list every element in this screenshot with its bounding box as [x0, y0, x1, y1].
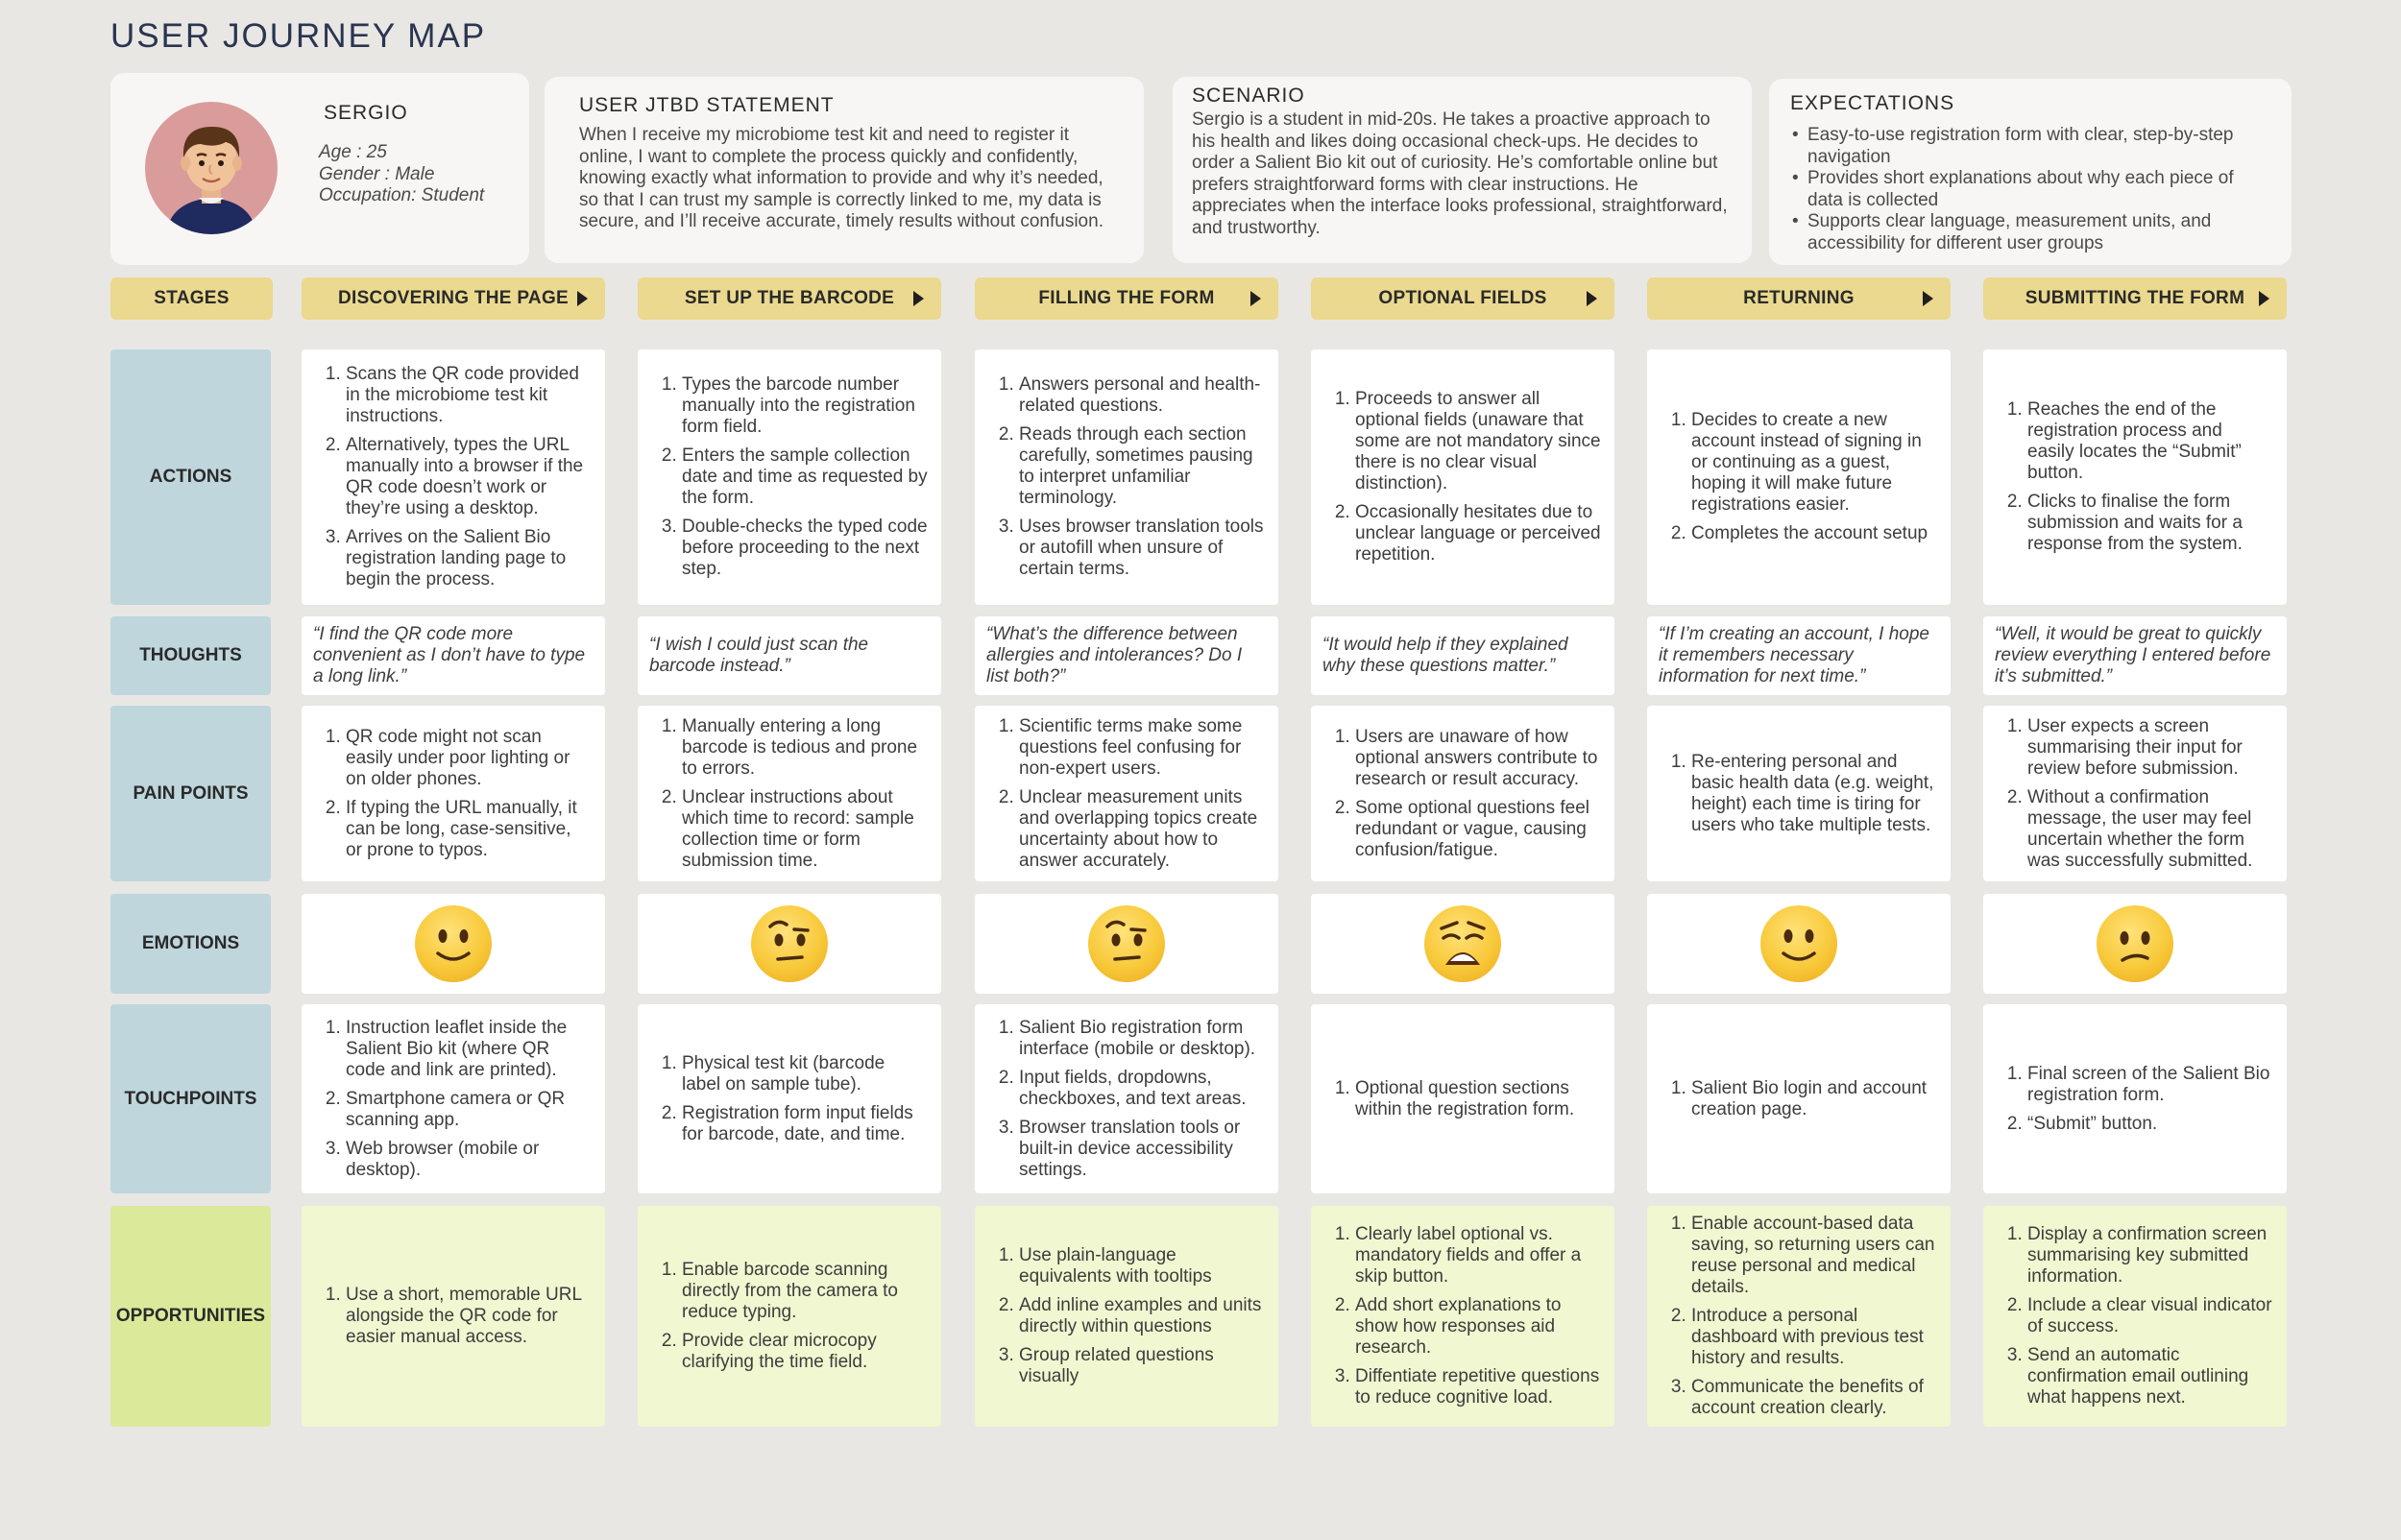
list-item: 1. Final screen of the Salient Bio registration form. — [2027, 1064, 2273, 1106]
list-item: 1. Users are unaware of how optional answers contribute to research or result accuracy. — [1355, 727, 1601, 790]
play-arrow-icon — [2259, 291, 2269, 306]
list-item: 2. Smartphone camera or QR scanning app. — [346, 1089, 592, 1131]
pain-points-list — [986, 716, 1265, 872]
stage-name: DISCOVERING THE PAGE — [337, 288, 569, 308]
touchpoints-list — [1659, 1078, 1937, 1120]
persona-gender: Gender : Male — [319, 163, 435, 184]
cell-emotions — [975, 894, 1278, 994]
pain-points-list — [313, 727, 592, 861]
list-item: 2. Completes the account setup — [1691, 523, 1937, 544]
list-item: 1. Display a confirmation screen summarising key submitted information. — [2027, 1224, 2273, 1287]
list-item: 2. Alternatively, types the URL manually into a browser if the QR code doesn’t work or they’re using a desktop. — [346, 435, 592, 519]
pain-points-list — [1322, 727, 1601, 861]
cell-opportunities — [975, 1206, 1278, 1427]
cell-actions — [1647, 349, 1951, 605]
cell-actions — [638, 349, 941, 605]
play-arrow-icon — [577, 291, 588, 306]
row-label-emotions: EMOTIONS — [110, 894, 271, 994]
list-item: 1. Scientific terms make some questions feel confusing for non-expert users. — [1019, 716, 1265, 780]
stage-header — [1647, 277, 1951, 320]
cell-thoughts — [1311, 616, 1614, 695]
pain-points-list — [1995, 716, 2273, 872]
touchpoints-list — [1322, 1078, 1601, 1120]
list-item: 3. Arrives on the Salient Bio registration landing page to begin the process. — [346, 527, 592, 590]
cell-actions — [1311, 349, 1614, 605]
row-label-actions: ACTIONS — [110, 349, 271, 605]
list-item: 1. Optional question sections within the registration form. — [1355, 1078, 1601, 1120]
avatar — [145, 102, 278, 234]
opportunities-list — [986, 1245, 1265, 1387]
cell-actions — [975, 349, 1278, 605]
list-item: 1. Salient Bio login and account creation page. — [1691, 1078, 1937, 1120]
cell-touchpoints — [1647, 1004, 1951, 1193]
expectation-item: • Provides short explanations about why each piece of data is collected — [1807, 168, 2270, 211]
stage-header — [638, 277, 941, 320]
scenario-heading: SCENARIO — [1192, 84, 1305, 107]
row-label-opportunities: OPPORTUNITIES — [110, 1206, 271, 1427]
list-item: 1. QR code might not scan easily under poor lighting or on older phones. — [346, 727, 592, 790]
list-item: 3. Uses browser translation tools or autofill when unsure of certain terms. — [1019, 517, 1265, 580]
page-title: USER JOURNEY MAP — [110, 17, 487, 55]
stage-header — [975, 277, 1278, 320]
opportunities-list — [1995, 1224, 2273, 1408]
cell-pain-points — [638, 706, 941, 881]
cell-emotions — [638, 894, 941, 994]
list-item: 3. Communicate the benefits of account creation clearly. — [1691, 1377, 1937, 1419]
list-item: 1. Use a short, memorable URL alongside the QR code for easier manual access. — [346, 1285, 592, 1348]
touchpoints-list — [649, 1053, 928, 1145]
pain-points-list — [649, 716, 928, 872]
scenario-text: Sergio is a student in mid-20s. He takes a proactive approach to his health and likes doing occasional check-ups. He decides to order a Salient Bio kit out of curiosity. He’s comfortable online but prefers straightforward forms with clear instructions. He appreciates when the interface looks professional, straightforward, and trustworthy. — [1192, 109, 1728, 238]
list-item: 1. Decides to create a new account instead of signing in or continuing as a guest, hoping it will make future registrations easier. — [1691, 410, 1937, 516]
list-item: 2. Add short explanations to show how responses aid research. — [1355, 1295, 1601, 1359]
cell-touchpoints — [1311, 1004, 1614, 1193]
cell-touchpoints — [975, 1004, 1278, 1193]
thought-quote: “If I’m creating an account, I hope it remembers necessary information for next time.” — [1659, 624, 1929, 686]
opportunities-list — [649, 1260, 928, 1373]
cell-opportunities — [302, 1206, 605, 1427]
list-item: 3. Web browser (mobile or desktop). — [346, 1139, 592, 1181]
cell-opportunities — [1311, 1206, 1614, 1427]
confused-face-icon — [2097, 905, 2173, 982]
stage-name: SUBMITTING THE FORM — [2025, 288, 2245, 308]
expectation-item: • Supports clear language, measurement units, and accessibility for different user groups — [1807, 211, 2270, 254]
list-item: 2. Unclear measurement units and overlapping topics create uncertainty about how to answer accurately. — [1019, 787, 1265, 872]
list-item: 1. Use plain-language equivalents with tooltips — [1019, 1245, 1265, 1287]
cell-thoughts — [302, 616, 605, 695]
list-item: 2. Clicks to finalise the form submission and waits for a response from the system. — [2027, 492, 2273, 555]
stage-name: FILLING THE FORM — [1038, 288, 1215, 308]
stages-label: STAGES — [110, 277, 273, 320]
list-item: 3. Send an automatic confirmation email outlining what happens next. — [2027, 1345, 2273, 1408]
stage-header — [302, 277, 605, 320]
actions-list — [986, 374, 1265, 580]
actions-list — [1995, 399, 2273, 555]
face-with-raised-eyebrow-icon — [751, 905, 828, 982]
thought-quote: “I find the QR code more convenient as I don’t have to type a long link.” — [313, 624, 586, 686]
slightly-smiling-face-icon — [415, 905, 492, 982]
opportunities-list — [1322, 1224, 1601, 1408]
list-item: 2. If typing the URL manually, it can be long, case-sensitive, or prone to typos. — [346, 798, 592, 861]
thought-quote: “Well, it would be great to quickly review everything I entered before it’s submitted.” — [1995, 624, 2271, 686]
row-label-pain-points: PAIN POINTS — [110, 706, 271, 881]
persona-details — [319, 142, 484, 207]
thought-quote: “What’s the difference between allergies and intolerances? Do I list both?” — [986, 624, 1243, 686]
face-with-raised-eyebrow-icon — [1088, 905, 1165, 982]
play-arrow-icon — [1587, 291, 1597, 306]
list-item: 1. Types the barcode number manually into the registration form field. — [682, 374, 928, 438]
thought-quote: “I wish I could just scan the barcode instead.” — [649, 635, 869, 676]
list-item: 3. Double-checks the typed code before proceeding to the next step. — [682, 517, 928, 580]
cell-pain-points — [1647, 706, 1951, 881]
actions-list — [1659, 410, 1937, 544]
cell-emotions — [1311, 894, 1614, 994]
avatar-illustration-icon — [145, 102, 278, 234]
list-item: 2. Unclear instructions about which time to record: sample collection time or form submission time. — [682, 787, 928, 872]
cell-thoughts — [1983, 616, 2287, 695]
play-arrow-icon — [1923, 291, 1933, 306]
expectations-list — [1790, 125, 2270, 254]
actions-list — [649, 374, 928, 580]
list-item: 3. Diffentiate repetitive questions to reduce cognitive load. — [1355, 1366, 1601, 1408]
list-item: 1. Reaches the end of the registration process and easily locates the “Submit” button. — [2027, 399, 2273, 484]
list-item: 2. Occasionally hesitates due to unclear language or perceived repetition. — [1355, 502, 1601, 565]
cell-actions — [302, 349, 605, 605]
persona-card — [110, 73, 529, 265]
stage-name: SET UP THE BARCODE — [684, 288, 895, 308]
row-label-touchpoints: TOUCHPOINTS — [110, 1004, 271, 1193]
list-item: 1. Instruction leaflet inside the Salient Bio kit (where QR code and link are printed). — [346, 1018, 592, 1081]
list-item: 1. Clearly label optional vs. mandatory fields and offer a skip button. — [1355, 1224, 1601, 1287]
cell-pain-points — [1983, 706, 2287, 881]
list-item: 2. Registration form input fields for barcode, date, and time. — [682, 1103, 928, 1145]
list-item: 3. Group related questions visually — [1019, 1345, 1265, 1387]
cell-thoughts — [975, 616, 1278, 695]
opportunities-list — [313, 1285, 592, 1348]
cell-opportunities — [638, 1206, 941, 1427]
jtbd-heading: USER JTBD STATEMENT — [579, 94, 835, 116]
jtbd-card — [545, 77, 1144, 263]
list-item: 1. Enable barcode scanning directly from the camera to reduce typing. — [682, 1260, 928, 1323]
list-item: 2. Some optional questions feel redundant or vague, causing confusion/fatigue. — [1355, 798, 1601, 861]
touchpoints-list — [986, 1018, 1265, 1181]
row-label-thoughts: THOUGHTS — [110, 616, 271, 695]
list-item: 2. Introduce a personal dashboard with previous test history and results. — [1691, 1306, 1937, 1369]
list-item: 2. Reads through each section carefully, sometimes pausing to interpret unfamiliar terminology. — [1019, 424, 1265, 509]
list-item: 1. Salient Bio registration form interface (mobile or desktop). — [1019, 1018, 1265, 1060]
list-item: 1. User expects a screen summarising their input for review before submission. — [2027, 716, 2273, 780]
cell-touchpoints — [1983, 1004, 2287, 1193]
cell-touchpoints — [638, 1004, 941, 1193]
expectation-item: • Easy-to-use registration form with clear, step-by-step navigation — [1807, 125, 2270, 168]
list-item: 1. Proceeds to answer all optional fields (unaware that some are not mandatory since there is no clear visual distinction). — [1355, 389, 1601, 494]
list-item: 2. Without a confirmation message, the user may feel uncertain whether the form was successfully submitted. — [2027, 787, 2273, 872]
cell-opportunities — [1647, 1206, 1951, 1427]
list-item: 2. Provide clear microcopy clarifying the time field. — [682, 1331, 928, 1373]
touchpoints-list — [313, 1018, 592, 1181]
slightly-smiling-face-icon — [1760, 905, 1837, 982]
stage-name: OPTIONAL FIELDS — [1378, 288, 1547, 308]
cell-thoughts — [638, 616, 941, 695]
weary-face-icon — [1424, 905, 1501, 982]
jtbd-text: When I receive my microbiome test kit and need to register it online, I want to complete the process quickly and confidently, knowing exactly what information to provide and why it’s needed, so that I can trust my sample is correctly linked to me, my data is secure, and I’ll receive accurate, timely results without confusion. — [579, 125, 1103, 231]
play-arrow-icon — [1250, 291, 1261, 306]
play-arrow-icon — [913, 291, 924, 306]
list-item: 2. Include a clear visual indicator of success. — [2027, 1295, 2273, 1337]
stage-name: RETURNING — [1743, 288, 1855, 308]
cell-pain-points — [975, 706, 1278, 881]
opportunities-list — [1659, 1214, 1937, 1419]
cell-thoughts — [1647, 616, 1951, 695]
actions-list — [313, 364, 592, 590]
cell-emotions — [1647, 894, 1951, 994]
cell-emotions — [1983, 894, 2287, 994]
list-item: 1. Scans the QR code provided in the microbiome test kit instructions. — [346, 364, 592, 427]
list-item: 1. Physical test kit (barcode label on sample tube). — [682, 1053, 928, 1095]
list-item: 1. Answers personal and health-related questions. — [1019, 374, 1265, 417]
list-item: 1. Manually entering a long barcode is tedious and prone to errors. — [682, 716, 928, 780]
stage-header — [1983, 277, 2287, 320]
touchpoints-list — [1995, 1064, 2273, 1135]
list-item: 2. “Submit” button. — [2027, 1114, 2273, 1135]
cell-emotions — [302, 894, 605, 994]
persona-occupation: Occupation: Student — [319, 185, 485, 205]
pain-points-list — [1659, 752, 1937, 836]
cell-actions — [1983, 349, 2287, 605]
thought-quote: “It would help if they explained why these questions matter.” — [1322, 635, 1568, 676]
persona-age: Age : 25 — [319, 142, 387, 162]
list-item: 1. Enable account-based data saving, so returning users can reuse personal and medical details. — [1691, 1214, 1937, 1298]
list-item: 2. Enters the sample collection date and time as requested by the form. — [682, 445, 928, 509]
list-item: 2. Input fields, dropdowns, checkboxes, and text areas. — [1019, 1068, 1265, 1110]
cell-touchpoints — [302, 1004, 605, 1193]
list-item: 3. Browser translation tools or built-in device accessibility settings. — [1019, 1118, 1265, 1181]
list-item: 2. Add inline examples and units directly within questions — [1019, 1295, 1265, 1337]
cell-pain-points — [302, 706, 605, 881]
scenario-card — [1173, 77, 1752, 263]
persona-name: SERGIO — [324, 102, 408, 124]
cell-pain-points — [1311, 706, 1614, 881]
expectations-heading: EXPECTATIONS — [1790, 92, 1955, 114]
stage-header — [1311, 277, 1614, 320]
list-item: 1. Re-entering personal and basic health data (e.g. weight, height) each time is tiring for users who take multiple tests. — [1691, 752, 1937, 836]
actions-list — [1322, 389, 1601, 565]
cell-opportunities — [1983, 1206, 2287, 1427]
expectations-card — [1769, 79, 2292, 265]
